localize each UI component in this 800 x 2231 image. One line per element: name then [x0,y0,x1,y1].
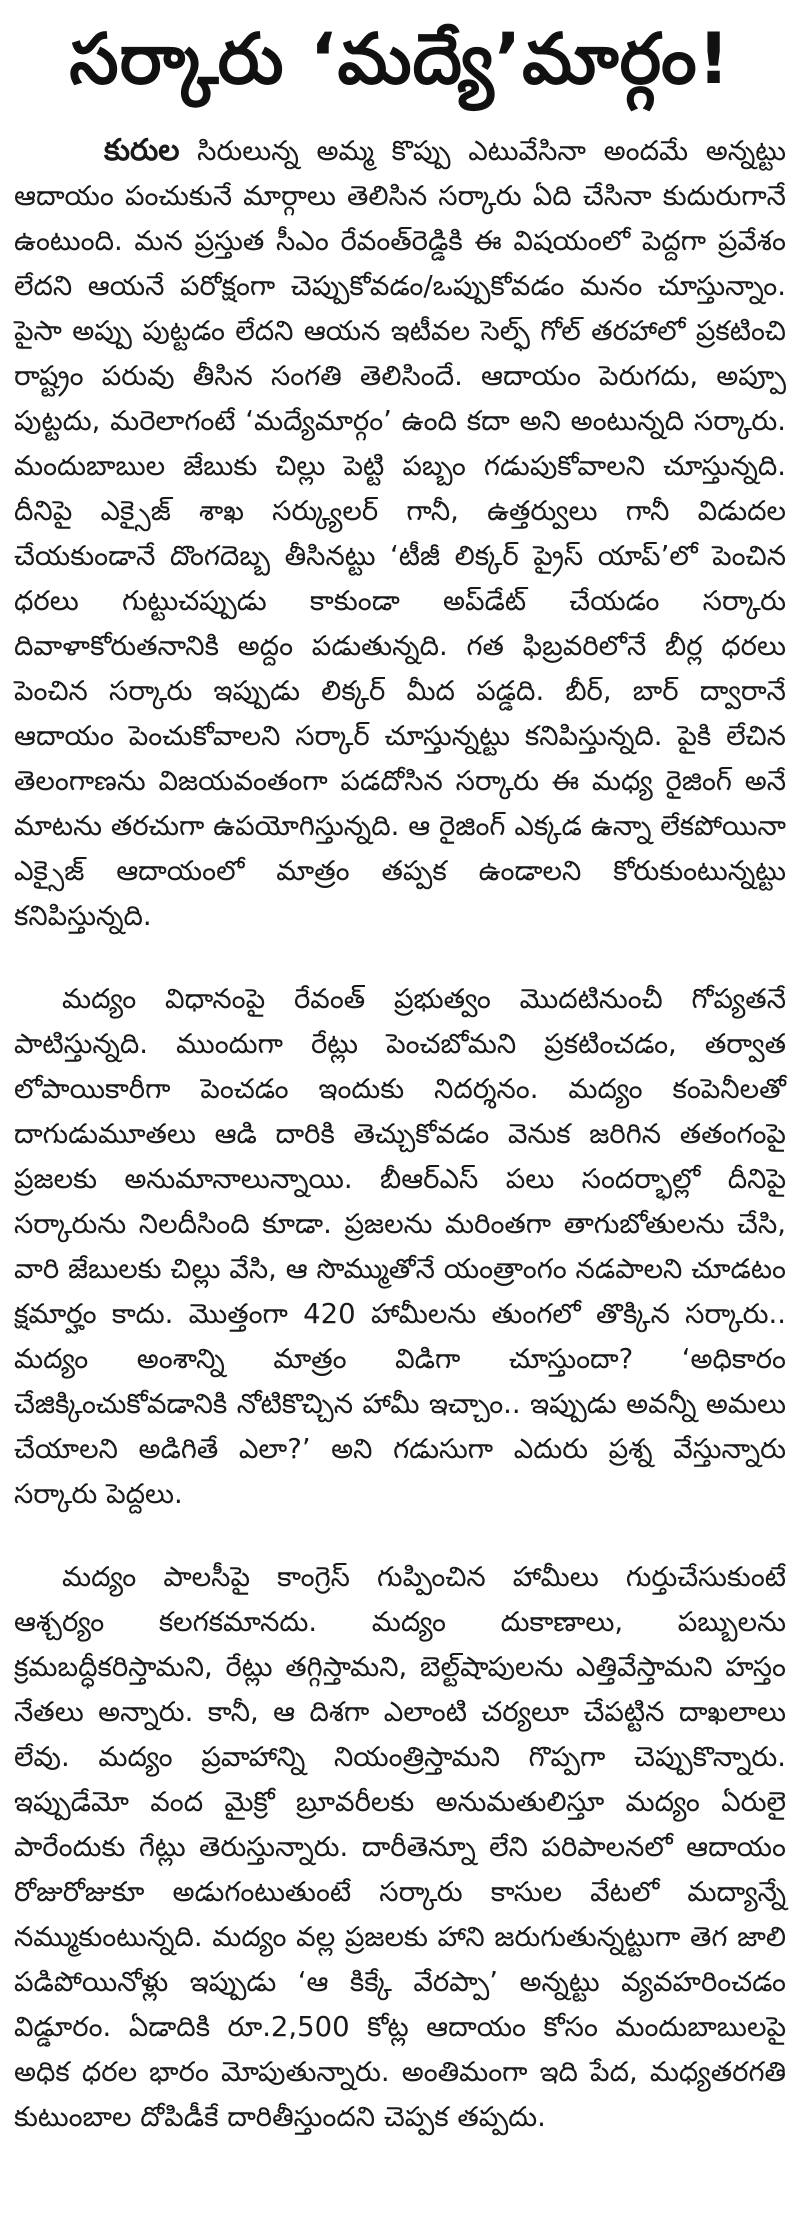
headline: సర్కారు ‘మద్యే’మార్గం! [69,18,731,100]
paragraph-3: మద్యం పాలసీపై కాంగ్రెస్ గుప్పించిన హామీలు గుర్తుచేసుకుంటే ఆశ్చర్యం కలగకమానదు. మద్యం దుకాణాలు, పబ్బులను క్రమబద్ధీకరిస్తామని, రేట్లు తగ్గిస్తామని, బెల్ట్‌షాపులను ఎత్తివేస్తామని హస్తం నేతలు అన్నారు. కానీ, ఆ దిశగా ఎలాంటి చర్యలూ చేపట్టిన దాఖలాలు లేవు. మద్యం ప్రవాహాన్ని నియంత్రిస్తామని గొప్పగా చెప్పుకొన్నారు. ఇప్పుడేమో వంద మైక్రో బ్రూవరీలకు అనుమతులిస్తూ మద్యం ఏరులై పారేందుకు గేట్లు తెరుస్తున్నారు. దారీతెన్నూ లేని పరిపాలనలో ఆదాయం రోజురోజుకూ అడుగంటుతుంటే సర్కారు కాసుల వేటలో మద్యాన్నే నమ్ముకుంటున్నది. మద్యం వల్ల ప్రజలకు హాని జరుగుతున్నట్టుగా తెగ జాలి పడిపోయినోళ్లు ఇప్పుడు ‘ఆ కిక్కే వేరప్పా’ అన్నట్టు వ్యవహరించడం విడ్డూరం. ఏడాదికి రూ.2,500 కోట్ల ఆదాయం కోసం మందుబాబులపై అధిక ధరల భారం మోపుతున్నారు. అంతిమంగా ఇది పేద, మధ్యతరగతి కుటుంబాల దోపిడీకే దారితీస్తుందని చెప్పక తప్పదు. [14,1561,786,2133]
paragraph-1-text: సిరులున్న అమ్మ కొప్పు ఎటువేసినా అందమే అన్నట్టు ఆదాయం పంచుకునే మార్గాలు తెలిసిన సర్కారు ఏది చేసినా కుదురుగానే ఉంటుంది. మన ప్రస్తుత సీఎం రేవంత్‌రెడ్డికి ఈ విషయంలో పెద్దగా ప్రవేశం లేదని ఆయనే పరోక్షంగా చెప్పుకోవడం/ఒప్పుకోవడం మనం చూస్తున్నాం. పైసా అప్పు పుట్టడం లేదని ఆయన ఇటీవల సెల్ఫ్ గోల్ తరహాలో ప్రకటించి రాష్ట్రం పరువు తీసిన సంగతి తెలిసిందే. ఆదాయం పెరుగదు, అప్పూ పుట్టదు, మరెలాగంటే ‘మద్యేమార్గం’ ఉంది కదా అని అంటున్నది సర్కారు. మందుబాబుల జేబుకు చిల్లు పెట్టి పబ్బం గడుపుకోవాలని చూస్తున్నది. దీనిపై ఎక్సైజ్ శాఖ సర్క్యులర్ గానీ, ఉత్తర్వులు గానీ విడుదల చేయకుండానే దొంగదెబ్బ తీసినట్టు ‘టీజీ లిక్కర్ ప్రైస్ యాప్’లో పెంచిన ధరలు గుట్టుచప్పుడు కాకుండా అప్‌డేట్ చేయడం సర్కారు దివాళాకోరుతనానికి అద్దం పడుతున్నది. గత ఫిబ్రవరిలోనే బీర్ల ధరలు పెంచిన సర్కారు ఇప్పుడు లిక్కర్ మీద పడ్డది. బీర్, బార్ ద్వారానే ఆదాయం పెంచుకోవాలని సర్కార్ చూస్తున్నట్టు కనిపిస్తున్నది. పైకి లేచిన తెలంగాణను విజయవంతంగా పడదోసిన సర్కారు ఈ మధ్య రైజింగ్ అనే మాటను తరచుగా ఉపయోగిస్తున్నది. ఆ రైజింగ్ ఎక్కడ ఉన్నా లేకపోయినా ఎక్సైజ్ ఆదాయంలో మాత్రం తప్పక ఉండాలని కోరుకుంటున్నట్టు కనిపిస్తున్నది. [14,135,786,932]
paragraph-2: మద్యం విధానంపై రేవంత్ ప్రభుత్వం మొదటినుంచీ గోప్యతనే పాటిస్తున్నది. ముందుగా రేట్లు పెంచబోమని ప్రకటించడం, తర్వాత లోపాయికారీగా పెంచడం ఇందుకు నిదర్శనం. మద్యం కంపెనీలతో దాగుడుమూతలు ఆడి దారికి తెచ్చుకోవడం వెనుక జరిగిన తతంగంపై ప్రజలకు అనుమానాలున్నాయి. బీఆర్‌ఎస్ పలు సందర్భాల్లో దీనిపై సర్కారును నిలదీసింది కూడా. ప్రజలను మరింతగా తాగుబోతులను చేసి, వారి జేబులకు చిల్లు వేసి, ఆ సొమ్ముతోనే యంత్రాంగం నడపాలని చూడటం క్షమార్హం కాదు. మొత్తంగా 420 హామీలను తుంగలో తొక్కిన సర్కారు.. మద్యం అంశాన్ని మాత్రం విడిగా చూస్తుందా? ‘అధికారం చేజిక్కించుకోవడానికి నోటికొచ్చిన హామీ ఇచ్చాం.. ఇప్పుడు అవన్నీ అమలు చేయాలని అడిగితే ఎలా?’ అని గడుసుగా ఎదురు ప్రశ్న వేస్తున్నారు సర్కారు పెద్దలు. [14,983,786,1510]
article-body [14,128,786,2140]
paragraph-1 [14,128,786,939]
lead-word: కురుల [104,133,180,168]
